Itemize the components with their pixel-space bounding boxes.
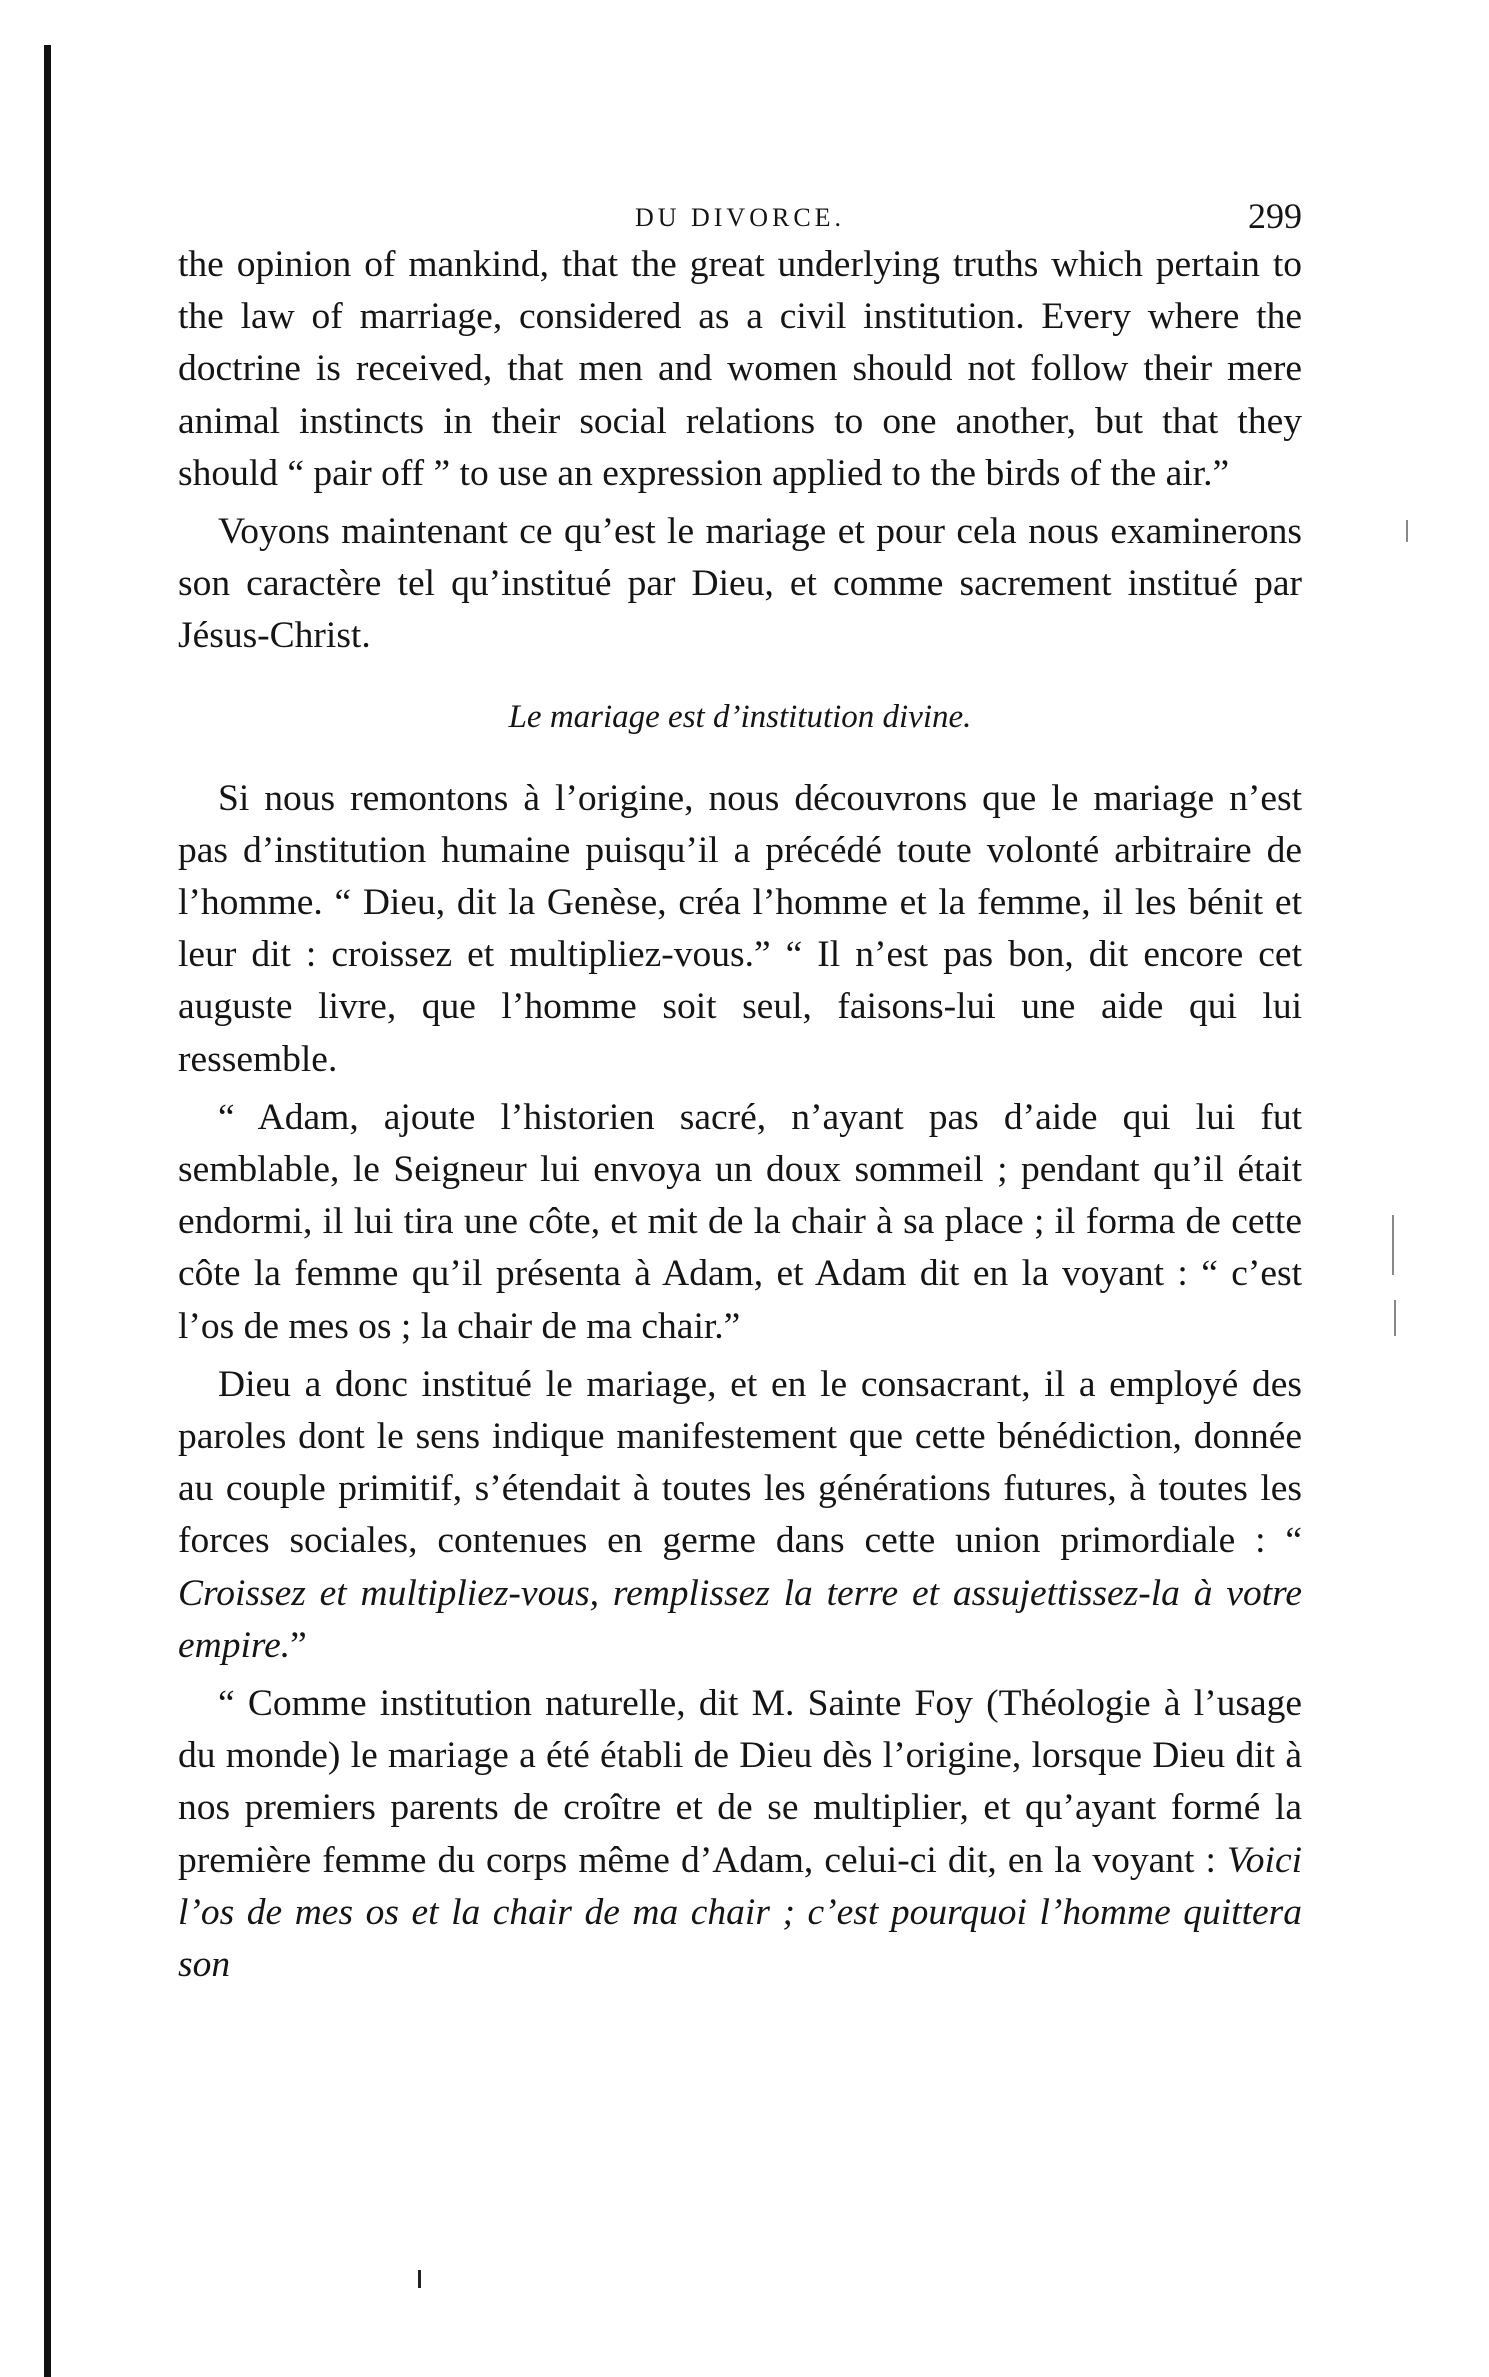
margin-speck — [1392, 1215, 1394, 1275]
paragraph — [178, 1359, 1302, 1672]
paragraph-text: “ Comme institution naturelle, dit M. Sainte Foy (Théologie à l’usage du monde) le mariage a été établi de Dieu dès l’origine, lorsque Dieu dit à nos premiers parents de croître et de se multiplier, et qu’ayant formé la première femme du corps même d’Adam, celui-ci dit, en la voyant : — [178, 1683, 1302, 1881]
paragraph: Voyons maintenant ce qu’est le mariage et pour cela nous examinerons son caractère tel qu’institué par Dieu, et comme sacrement institué par Jésus-Christ. — [178, 511, 1302, 657]
paragraph-continuation: the opinion of mankind, that the great underlying truths which pertain to the law of marriage, considered as a civil institution. Every where the doctrine is received, that men and women should not follow their mere animal instincts in their social relations to one another, but that they should “ pair off ” to use an expression applied to the birds of the air.” — [178, 244, 1302, 494]
paragraph — [178, 1678, 1302, 1991]
scripture-quote: Croissez et multipliez-vous, remplissez la terre et assujettissez-la à votre empire. — [178, 1572, 1302, 1666]
page-number: 299 — [1248, 196, 1302, 236]
page-body — [178, 239, 1302, 1991]
section-heading: Le mariage est d’institution divine. — [508, 698, 972, 735]
paragraph: “ Adam, ajoute l’historien sacré, n’ayant pas d’aide qui lui fut semblable, le Seigneur lui envoya un doux sommeil ; pendant qu’il était endormi, il lui tira une côte, et mit de la chair à sa place ; il forma de cette côte la femme qu’il présenta à Adam, et Adam dit en la voyant : “ c’est l’os de mes os ; la chair de ma chair.” — [178, 1096, 1302, 1347]
running-title: DU DIVORCE. — [634, 203, 846, 232]
margin-speck — [1394, 1300, 1396, 1336]
closing-quote: ” — [290, 1624, 307, 1666]
margin-speck — [1406, 520, 1408, 542]
book-page — [178, 195, 1302, 1997]
left-margin-rule — [44, 45, 51, 2377]
paragraph: Si nous remontons à l’origine, nous découvrons que le mariage n’est pas d’institution humaine puisqu’il a précédé toute volonté arbitraire de l’homme. “ Dieu, dit la Genèse, créa l’homme et la femme, il les bénit et leur dit : croissez et multipliez-vous.” “ Il n’est pas bon, dit encore cet auguste livre, que l’homme soit seul, faisons-lui une aide qui lui ressemble. — [178, 777, 1302, 1080]
print-mark — [418, 2270, 421, 2288]
running-head — [178, 195, 1302, 239]
scripture-quote: Voici l’os de mes os et la chair de ma chair ; c’est pourquoi l’homme quittera son — [178, 1839, 1303, 1986]
paragraph-text: Dieu a donc institué le mariage, et en le consacrant, il a employé des paroles dont le sens indique manifestement que cette bénédiction, donnée au couple primitif, s’étendait à toutes les générations futures, à toutes les forces sociales, contenues en germe dans cette union primordiale : “ — [178, 1363, 1302, 1562]
